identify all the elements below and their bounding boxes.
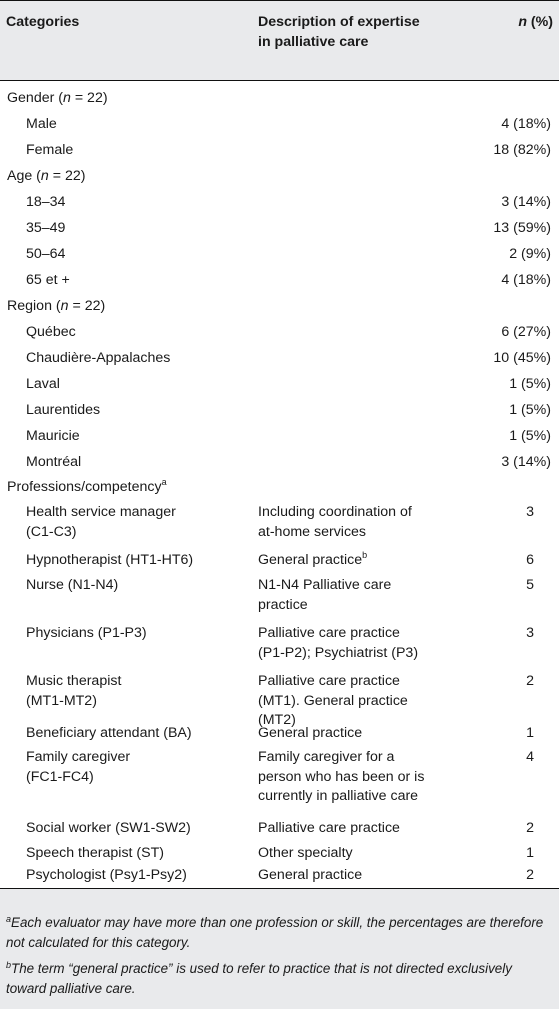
section-region-label: Region (: [7, 298, 61, 314]
profession-label: Hypnotherapist (HT1-HT6): [26, 552, 194, 568]
column-header-description-line2: in palliative care: [258, 33, 369, 50]
profession-count: 3: [526, 625, 534, 641]
row-value: 6 (27%): [501, 324, 551, 340]
column-header-n-symbol: n: [518, 14, 527, 30]
row-value: 2 (9%): [509, 246, 551, 262]
row-label: Mauricie: [26, 428, 80, 444]
bottom-rule: [0, 888, 559, 889]
footnote-marker: a: [161, 477, 167, 487]
footnote-a: [6, 913, 553, 953]
row-value: 1 (5%): [509, 428, 551, 444]
footnote-marker: b: [6, 960, 12, 970]
description-line: person who has been or is: [258, 768, 425, 785]
footnote-marker: b: [362, 550, 368, 560]
row-label: Québec: [26, 324, 76, 340]
profession-count: 1: [526, 725, 534, 741]
profession-label: [26, 748, 130, 787]
section-region: [7, 297, 105, 317]
section-gender-n: n: [63, 90, 71, 106]
description-line: Including coordination of: [258, 504, 412, 520]
description-line: Palliative care practice: [258, 625, 400, 641]
section-region-eq: = 22): [68, 298, 106, 314]
profession-count: 1: [526, 845, 534, 861]
row-value: 4 (18%): [501, 272, 551, 288]
section-gender-eq: = 22): [70, 90, 108, 106]
description-line: currently in palliative care: [258, 788, 419, 804]
profession-count: 2: [526, 673, 534, 689]
row-label: 18–34: [26, 194, 66, 210]
row-label: 50–64: [26, 246, 66, 262]
profession-label: Psychologist (Psy1-Psy2): [26, 867, 187, 883]
row-label: Laurentides: [26, 402, 101, 418]
profession-count: 6: [526, 552, 534, 568]
profession-description: General practice: [258, 725, 363, 741]
profession-description: Palliative care practice: [258, 820, 400, 836]
section-professions-label: Professions/competency: [7, 479, 162, 495]
section-gender: [7, 89, 108, 109]
profession-description: General practice: [258, 867, 363, 883]
profession-count: 4: [526, 749, 534, 765]
row-label: Laval: [26, 376, 60, 392]
profession-label: Speech therapist (ST): [26, 845, 164, 861]
profession-label: [26, 503, 176, 542]
description-line: (MT2): [258, 712, 296, 728]
profession-description: Other specialty: [258, 845, 353, 861]
profession-label: [26, 672, 121, 711]
profession-label-line: (MT1-MT2): [26, 692, 97, 709]
column-header-n: [518, 13, 553, 33]
description-line: at-home services: [258, 523, 367, 540]
description-line: practice: [258, 596, 308, 613]
profession-description: [258, 672, 408, 731]
profession-label: Physicians (P1-P3): [26, 625, 147, 641]
section-age: [7, 167, 86, 187]
row-label: Chaudière-Appalaches: [26, 350, 171, 366]
profession-label-line: Family caregiver: [26, 749, 131, 765]
profession-description: [258, 503, 412, 542]
row-value: 1 (5%): [509, 402, 551, 418]
row-value: 10 (45%): [493, 350, 551, 366]
column-header-n-suffix: (%): [526, 14, 553, 30]
row-value: 1 (5%): [509, 376, 551, 392]
row-label: Female: [26, 142, 74, 158]
profession-count: 5: [526, 577, 534, 593]
footnote-marker: a: [6, 914, 12, 924]
row-value: 3 (14%): [501, 194, 551, 210]
row-label: 35–49: [26, 220, 66, 236]
profession-label: Beneficiary attendant (BA): [26, 725, 192, 741]
column-header-description-line1: Description of expertise: [258, 14, 420, 30]
column-header-description: [258, 13, 458, 52]
row-label: Montréal: [26, 454, 82, 470]
profession-description: [258, 624, 418, 663]
row-label: Male: [26, 116, 57, 132]
row-value: 18 (82%): [493, 142, 551, 158]
profession-label-line: Health service manager: [26, 504, 176, 520]
profession-label-line: Music therapist: [26, 673, 122, 689]
footnote-text: The term “general practice” is used to refer to practice that is not directed exclusively toward palliative care.: [6, 961, 512, 996]
description-line: (P1-P2); Psychiatrist (P3): [258, 644, 419, 661]
profession-description: [258, 748, 424, 807]
column-header-categories: Categories: [6, 14, 80, 30]
description-line: General practice: [258, 552, 363, 568]
row-label: 65 et +: [26, 272, 70, 288]
profession-label: Nurse (N1-N4): [26, 577, 119, 593]
profession-label-line: (FC1-FC4): [26, 768, 94, 785]
section-professions: [7, 478, 167, 498]
section-age-label: Age (: [7, 168, 41, 184]
row-value: 13 (59%): [493, 220, 551, 236]
profession-count: 2: [526, 867, 534, 883]
footnote-text: Each evaluator may have more than one profession or skill, the percentages are therefore not calculated for this category.: [6, 915, 544, 950]
description-line: Palliative care practice: [258, 673, 400, 689]
top-rule: [0, 0, 559, 1]
header-rule: [0, 80, 559, 81]
profession-count: 3: [526, 504, 534, 520]
row-value: 3 (14%): [501, 454, 551, 470]
description-line: N1-N4 Palliative care: [258, 577, 392, 593]
section-region-n: n: [60, 298, 69, 314]
section-gender-label: Gender (: [7, 90, 63, 106]
section-age-eq: = 22): [48, 168, 86, 184]
profession-label-line: (C1-C3): [26, 523, 77, 540]
row-value: 4 (18%): [501, 116, 551, 132]
footnote-b: [6, 959, 553, 999]
section-age-n: n: [40, 168, 49, 184]
profession-description: [258, 576, 391, 615]
description-line: (MT1). General practice: [258, 692, 408, 709]
profession-count: 2: [526, 820, 534, 836]
profession-label: Social worker (SW1-SW2): [26, 820, 191, 836]
profession-description: [258, 551, 367, 571]
description-line: Family caregiver for a: [258, 749, 395, 765]
